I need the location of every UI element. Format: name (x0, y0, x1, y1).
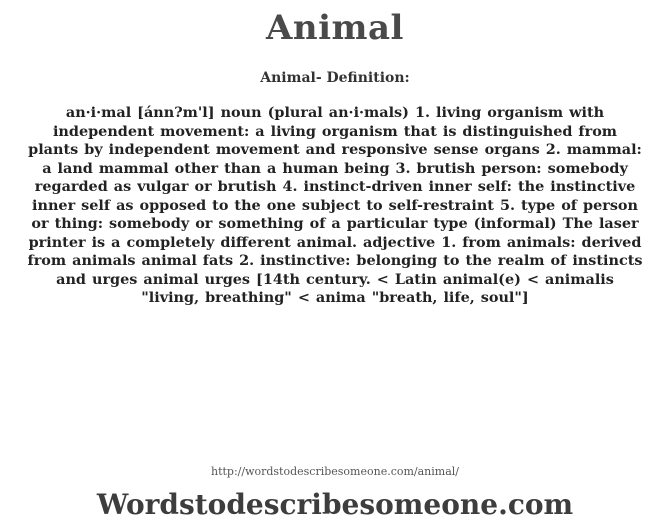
page-title: Animal (266, 8, 404, 48)
source-url: http://wordstodescribesomeone.com/animal/ (210, 465, 459, 478)
definition-text: an·i·mal [ánn?m'l] noun (plural an·i·mals) 1. living organism with independent movement: a living organism that is distinguished from plants by independent movement and responsive sense organs 2. mammal: a land mammal other than a human being 3. brutish person: somebody regarded as vulgar or brutish 4. instinct-driven inner self: the instinctive inner self as opposed to the one subject to self-restraint 5. type of person or thing: somebody or something of a particular type (informal) The laser printer is a completely different animal. adjective 1. from animals: derived from animals animal fats 2. instinctive: belonging to the realm of instincts and urges animal urges [14th century. < Latin animal(e) < animalis "living, breathing" < anima "breath, life, soul"] (27, 104, 643, 306)
definition-heading: Animal- Definition: (260, 70, 410, 86)
site-name: Wordstodescribesomeone.com (96, 488, 574, 521)
